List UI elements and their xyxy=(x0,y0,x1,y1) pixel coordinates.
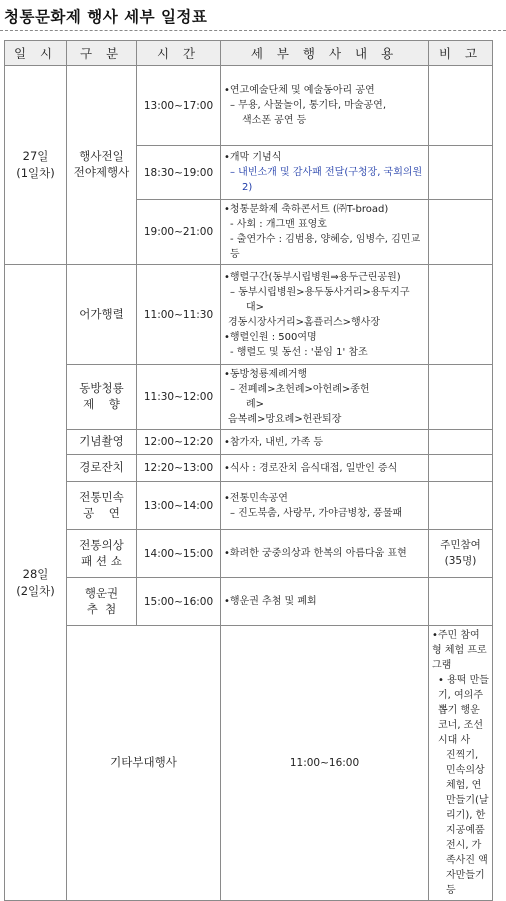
detail-line: 2) xyxy=(242,182,253,193)
detail-cell xyxy=(221,455,429,482)
category-label: 기념촬영 xyxy=(79,434,124,449)
table-row xyxy=(5,66,493,146)
category-cell xyxy=(67,265,137,365)
note-cell xyxy=(429,578,493,626)
category-label: 어가행렬 xyxy=(79,306,124,321)
day2-date: 28일 xyxy=(22,566,49,581)
table-row xyxy=(5,530,493,578)
category-label: 기타부대행사 xyxy=(110,755,177,770)
detail-line: 경동시장사거리>홈플러스>행사장 xyxy=(228,316,380,328)
table-row xyxy=(5,430,493,455)
time-cell: 11:30~12:00 xyxy=(137,365,221,430)
time-cell: 13:00~14:00 xyxy=(137,482,221,530)
table-row xyxy=(5,265,493,365)
detail-line: •식사 : 경로잔치 음식대접, 일반인 증식 xyxy=(224,462,398,474)
detail-line: • 용떡 만들기, 여의주뽑기 행운코너, 조선시대 사 xyxy=(438,675,489,746)
header-note: 비 고 xyxy=(429,41,493,66)
header-detail: 세 부 행 사 내 용 xyxy=(221,41,429,66)
detail-line: 색소폰 공연 등 xyxy=(242,115,307,126)
note-cell xyxy=(429,455,493,482)
detail-cell xyxy=(221,430,429,455)
table-row xyxy=(5,482,493,530)
detail-line: - 행렬도 및 동선 : '붙임 1' 참조 xyxy=(230,346,368,358)
time-cell: 15:00~16:00 xyxy=(137,578,221,626)
eve-line2: 전야제행사 xyxy=(73,165,130,179)
note-cell xyxy=(429,200,493,265)
detail-line: •행렬구간(동부시립병원⇒용두근린공원) xyxy=(224,271,401,283)
detail-line: 음복례>망요례>헌관퇴장 xyxy=(228,414,342,425)
table-row xyxy=(5,626,493,901)
schedule-table xyxy=(4,40,493,901)
time-cell: 18:30~19:00 xyxy=(137,146,221,200)
day1-date: 27일 xyxy=(22,149,49,164)
table-row xyxy=(5,455,493,482)
detail-line: – 진도북춤, 사랑무, 가야금병창, 풍물패 xyxy=(230,507,403,519)
eve-line1: 행사전일 xyxy=(79,149,124,164)
detail-line: - 사회 : 개그맨 표영호 xyxy=(230,219,327,230)
detail-line: 례> xyxy=(246,399,265,410)
time-cell: 13:00~17:00 xyxy=(137,66,221,146)
category-label: 동방청룡 xyxy=(79,381,124,396)
note-cell xyxy=(429,365,493,430)
detail-cell xyxy=(221,578,429,626)
category-label: 추 첨 xyxy=(86,601,117,616)
category-cell xyxy=(67,430,137,455)
misc-category-cell xyxy=(67,626,221,901)
category-cell xyxy=(67,482,137,530)
category-label: 공 연 xyxy=(83,505,120,520)
detail-cell xyxy=(221,482,429,530)
detail-line: •참가자, 내빈, 가족 등 xyxy=(224,436,324,448)
day2-cell xyxy=(5,265,67,901)
note-cell xyxy=(429,66,493,146)
detail-cell xyxy=(221,365,429,430)
detail-line: – 내빈소개 및 감사패 전달(구청장, 국회의원 xyxy=(230,167,423,178)
detail-cell xyxy=(429,626,493,901)
detail-line: •행렬인원 : 500여명 xyxy=(224,331,317,343)
note-cell xyxy=(429,146,493,200)
detail-line: •청통문화제 축하콘서트 (㈜T-broad) xyxy=(224,204,389,215)
note-cell xyxy=(429,530,493,578)
note-label: (35명) xyxy=(444,554,477,567)
note-cell xyxy=(429,430,493,455)
detail-line: 대> xyxy=(246,301,265,313)
time-cell: 19:00~21:00 xyxy=(137,200,221,265)
day2-label: (2일차) xyxy=(16,583,55,598)
category-label: 전통민속 xyxy=(79,489,124,504)
detail-line: 전시, 가족사진 액자만들기 등 xyxy=(446,840,488,896)
note-cell xyxy=(429,265,493,365)
detail-line: 진찍기, 민속의상체험, 연만들기(날리기), 한지공예품 xyxy=(446,750,489,836)
detail-line: – 무용, 사물놀이, 통기타, 마술공연, xyxy=(230,100,387,111)
category-cell xyxy=(67,365,137,430)
day1-cell xyxy=(5,66,67,265)
note-cell xyxy=(429,482,493,530)
detail-line: •행운권 추첨 및 폐회 xyxy=(224,596,317,607)
table-row xyxy=(5,365,493,430)
category-label: 제 향 xyxy=(83,397,120,411)
detail-cell xyxy=(221,146,429,200)
detail-line: - 출연가수 : 김범용, 양혜승, 임병수, 김민교 등 xyxy=(230,234,421,260)
note-label: 주민참여 xyxy=(440,539,481,552)
table-header-row xyxy=(5,41,493,66)
detail-line: •연고예술단체 및 예술동아리 공연 xyxy=(224,85,375,96)
header-day: 일 시 xyxy=(5,41,67,66)
day1-label: (1일차) xyxy=(16,166,55,180)
page-title: 청통문화제 행사 세부 일정표 xyxy=(4,8,208,26)
detail-line: •동방청룡제례거행 xyxy=(224,369,308,380)
detail-cell xyxy=(221,200,429,265)
detail-line: – 동부시립병원>용두동사거리>용두지구 xyxy=(230,286,410,298)
detail-cell xyxy=(221,530,429,578)
category-label: 전통의상 xyxy=(79,537,124,552)
category-cell xyxy=(67,455,137,482)
table-row xyxy=(5,578,493,626)
detail-line: – 전폐례>초헌례>아헌례>종헌 xyxy=(230,384,370,395)
category-cell xyxy=(67,578,137,626)
detail-line: •화려한 궁중의상과 한복의 아름다움 표현 xyxy=(224,548,407,559)
category-label: 패 션 쇼 xyxy=(81,553,122,568)
category-label: 행운권 xyxy=(84,585,119,600)
time-cell: 14:00~15:00 xyxy=(137,530,221,578)
detail-line: •개막 기념식 xyxy=(224,152,282,163)
detail-cell xyxy=(221,265,429,365)
detail-cell xyxy=(221,66,429,146)
category-label: 경로잔치 xyxy=(79,460,124,475)
title-divider xyxy=(0,30,506,31)
header-time: 시 간 xyxy=(137,41,221,66)
time-cell: 12:00~12:20 xyxy=(137,430,221,455)
time-cell: 11:00~11:30 xyxy=(137,265,221,365)
detail-line: •전통민속공연 xyxy=(224,492,288,504)
header-category: 구 분 xyxy=(67,41,137,66)
time-cell: 11:00~16:00 xyxy=(221,626,429,901)
category-cell xyxy=(67,530,137,578)
detail-line: •주민 참여형 체험 프로그램 xyxy=(432,630,487,671)
time-cell: 12:20~13:00 xyxy=(137,455,221,482)
eve-category-cell xyxy=(67,66,137,265)
